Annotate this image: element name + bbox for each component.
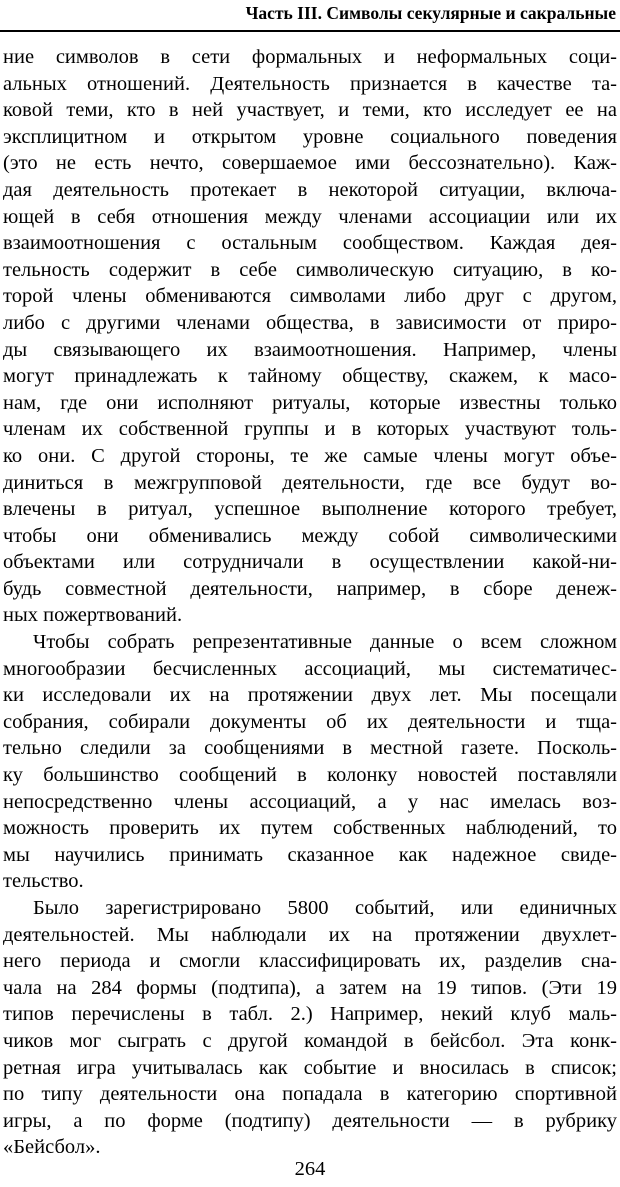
page-number: 264 (294, 1158, 326, 1180)
paragraph (3, 895, 617, 1161)
text-line: ды связывающего их взаимоотношения. Например, члены (3, 338, 617, 361)
text-line: взаимоотношения с остальным сообществом. Каждая дея- (3, 232, 617, 255)
text-line: ретная игра учитывалась как событие и вносилась в список; (3, 1056, 617, 1079)
text-line: тельность содержит в себе символическую ситуацию, в ко- (3, 258, 617, 281)
text-line: объектами или сотрудничали в осуществлении какой-ни- (3, 551, 617, 574)
text-line: Было зарегистрировано 5800 событий, или единичных (33, 897, 617, 919)
text-line: ющей в себя отношения между членами ассоциации или их (3, 205, 617, 228)
paragraph (3, 44, 617, 629)
text-line: ки исследовали их на протяжении двух лет. Мы посещали (3, 684, 617, 707)
text-line: дая деятельность протекает в некоторой ситуации, включа- (3, 178, 617, 201)
text-line: диниться в межгрупповой деятельности, где все будут во- (3, 471, 617, 494)
text-line: ку большинство сообщений в колонку новостей поставляли (3, 764, 617, 787)
text-line: «Бейсбол». (3, 1136, 101, 1159)
text-line: будь совместной деятельности, например, в сборе денеж- (3, 577, 617, 600)
text-line: непосредственно члены ассоциаций, а у нас имелась воз- (3, 790, 617, 813)
text-line: по типу деятельности она попадала в категорию спортивной (3, 1083, 617, 1106)
text-line: многообразии бесчисленных ассоциаций, мы систематичес- (3, 657, 617, 680)
text-line: тельно следили за сообщениями в местной газете. Посколь- (3, 737, 617, 760)
text-line: Чтобы собрать репрезентативные данные о всем сложном (33, 631, 617, 654)
text-line: членам их собственной группы и в которых участвуют толь- (3, 418, 617, 441)
text-line: либо с другими членами общества, в зависимости от приро- (3, 311, 617, 334)
text-line: типов перечислены в табл. 2.) Например, некий клуб маль- (3, 1003, 617, 1026)
text-line: ко они. С другой стороны, те же самые члены могут объе- (3, 444, 617, 467)
text-line: тельство. (3, 870, 84, 893)
header-rule (0, 30, 620, 32)
running-header: Часть III. Символы секулярные и сакральные (245, 3, 616, 23)
text-line: него периода и смогли классифицировать их, разделив сна- (3, 950, 617, 973)
text-line: могут принадлежать к тайному обществу, скажем, к масо- (3, 365, 617, 388)
text-line: нам, где они исполняют ритуалы, которые известны только (3, 391, 617, 414)
text-line: игры, а по форме (подтипу) деятельности — в рубрику (3, 1109, 617, 1132)
text-line: торой члены обмениваются символами либо друг с другом, (3, 285, 617, 308)
text-line: мы научились принимать сказанное как надежное свиде- (3, 843, 617, 866)
text-line: эксплицитном и открытом уровне социального поведения (3, 125, 617, 148)
paragraph (3, 629, 617, 895)
text-line: чала на 284 формы (подтипа), а затем на 19 типов. (Эти 19 (3, 976, 617, 999)
text-line: собрания, собирали документы об их деятельности и тща- (3, 710, 617, 733)
text-line: ние символов в сети формальных и неформальных соци- (3, 46, 617, 68)
text-line: можность проверить их путем собственных наблюдений, то (3, 817, 617, 840)
text-line: чтобы они обменивались между собой символическими (3, 524, 617, 547)
text-line: ковой теми, кто в ней участвует, и теми, кто исследует ее на (3, 99, 617, 122)
text-line: чиков мог сыграть с другой командой в бейсбол. Эта конк- (3, 1029, 617, 1052)
text-line: ных пожертвований. (3, 604, 183, 627)
text-line: альных отношений. Деятельность признается в качестве та- (3, 72, 617, 95)
text-line: влечены в ритуал, успешное выполнение которого требует, (3, 498, 617, 521)
text-line: (это не есть нечто, совершаемое ими бессознательно). Каж- (3, 152, 617, 175)
body-text (3, 44, 617, 1161)
text-line: деятельностей. Мы наблюдали их на протяжении двухлет- (3, 923, 617, 946)
